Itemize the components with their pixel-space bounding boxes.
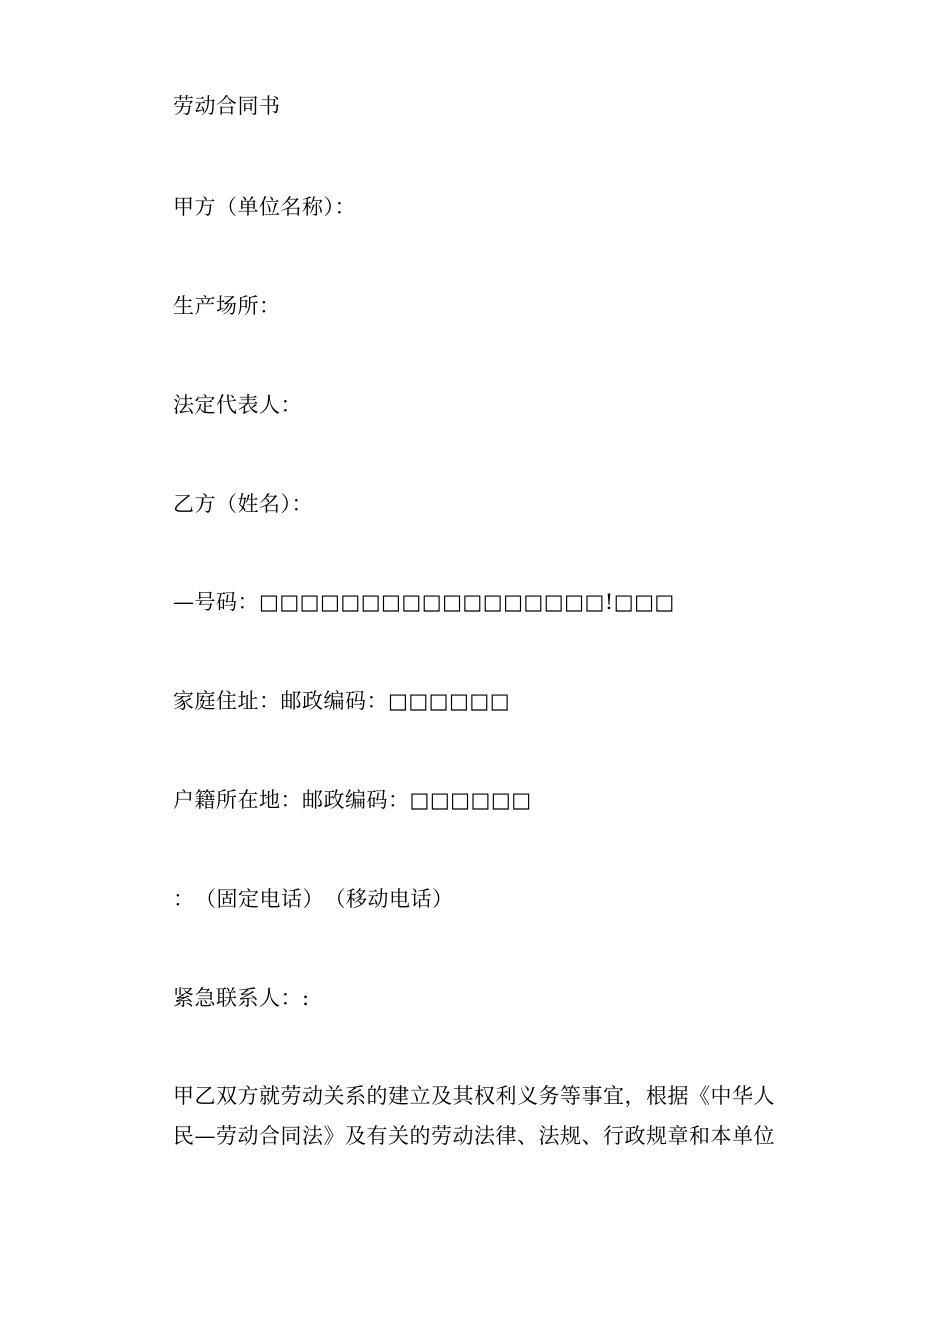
field-party-b-name: 乙方（姓名）： (173, 492, 313, 516)
document-title: 劳动合同书 (173, 94, 281, 118)
field-legal-representative: 法定代表人： (173, 393, 302, 417)
field-party-a-name: 甲方（单位名称）： (173, 195, 356, 219)
body-paragraph (173, 1076, 813, 1156)
field-home-address: 家庭住址：邮政编码：□□□□□□ (173, 689, 511, 713)
field-phone: ： （固定电话） （移动电话） (173, 887, 454, 911)
field-household-registration: 户籍所在地：邮政编码：□□□□□□ (173, 788, 532, 812)
field-emergency-contact: 紧急联系人：: (173, 986, 310, 1010)
field-production-site: 生产场所： (173, 294, 281, 318)
field-id-number: —号码：□□□□□□□□□□□□□□□□□!□□□ (173, 590, 675, 614)
body-line: 民—劳动合同法》及有关的劳动法律、法规、行政规章和本单位 (173, 1124, 775, 1148)
body-line: 甲乙双方就劳动关系的建立及其权利义务等事宜，根据《中华人 (173, 1084, 775, 1108)
